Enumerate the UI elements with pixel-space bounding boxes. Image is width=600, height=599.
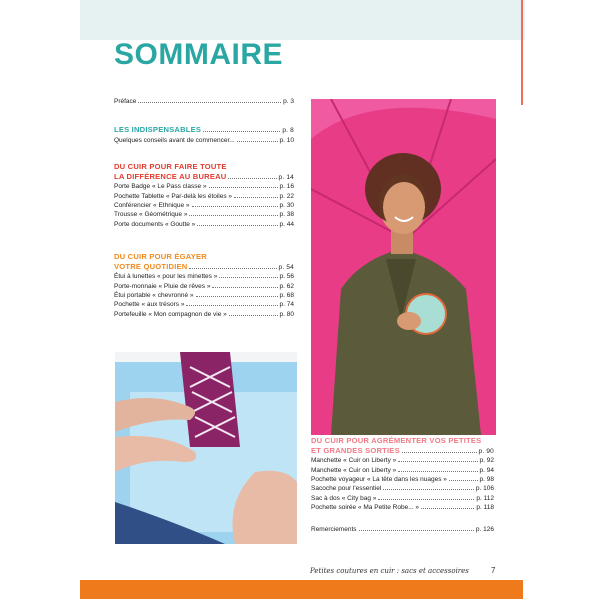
toc-entry[interactable]: Porte-monnaie « Pluie de rêves » p. 62 xyxy=(114,282,294,290)
toc-entry[interactable]: Trousse « Géométrique » p. 38 xyxy=(114,211,294,219)
top-band xyxy=(80,0,525,40)
toc-entry[interactable]: Porte documents « Goutte » p. 44 xyxy=(114,220,294,228)
toc-entry[interactable]: Étui portable « chevronné » p. 68 xyxy=(114,292,294,299)
section-heading[interactable]: LES INDISPENSABLES p. 8 xyxy=(114,125,294,134)
page-edge-accent xyxy=(521,0,523,105)
section-heading-line1: DU CUIR POUR ÉGAYER xyxy=(114,252,207,261)
footer-book-title: Petites coutures en cuir : sacs et accessoires xyxy=(310,567,469,575)
page-title: SOMMAIRE xyxy=(114,38,283,71)
toc-entry[interactable]: Quelques conseils avant de commencer... p. 10 xyxy=(114,136,294,144)
toc-entry[interactable]: Pochette soirée « Ma Petite Robe... » p. 118 xyxy=(311,504,494,512)
toc-entry[interactable]: Pochette Tablette « Par-delà les étoiles » p. 22 xyxy=(114,192,294,200)
photo-hands-leather xyxy=(115,352,297,544)
section-heading[interactable]: ET GRANDES SORTIES p. 90 xyxy=(311,445,494,455)
umbrella-photo-illustration xyxy=(311,99,496,435)
toc-section-quotidien xyxy=(114,252,294,319)
page-number: 7 xyxy=(491,566,496,575)
toc-entry[interactable]: Porte Badge « Le Pass classe » p. 16 xyxy=(114,183,294,191)
section-heading-line1: DU CUIR POUR AGRÉMENTER VOS PETITES xyxy=(311,436,482,445)
toc-section-sorties xyxy=(311,436,494,534)
toc-section-bureau xyxy=(114,162,294,229)
footer-bar xyxy=(80,580,523,599)
toc-entry[interactable]: Conférencier « Ethnique » p. 30 xyxy=(114,202,294,209)
section-heading-line1: DU CUIR POUR FAIRE TOUTE xyxy=(114,162,227,171)
toc-entry[interactable]: Étui à lunettes « pour les minettes » p. 56 xyxy=(114,273,294,281)
toc-entry[interactable]: Manchette « Cuir on Liberty » p. 94 xyxy=(311,466,494,474)
toc-entry[interactable]: Sacoche pour l'essentiel p. 106 xyxy=(311,485,494,493)
toc-entry[interactable]: Pochette « aux trésors » p. 74 xyxy=(114,301,294,309)
toc-entry[interactable]: Sac à dos « City bag » p. 112 xyxy=(311,494,494,502)
toc-section-indispensables xyxy=(114,125,294,145)
toc-left xyxy=(114,97,294,106)
section-heading[interactable]: LA DIFFÉRENCE AU BUREAU p. 14 xyxy=(114,171,294,181)
toc-entry-preface[interactable]: Préface p. 3 xyxy=(114,98,294,105)
hands-photo-illustration xyxy=(115,352,297,544)
toc-entry-remerciements[interactable]: Remerciements p. 126 xyxy=(311,525,494,533)
section-heading[interactable]: VOTRE QUOTIDIEN p. 54 xyxy=(114,261,294,271)
toc-entry[interactable]: Portefeuille « Mon compagnon de vie » p. 80 xyxy=(114,310,294,318)
toc-entry[interactable]: Manchette « Cuir on Liberty » p. 92 xyxy=(311,457,494,465)
toc-entry[interactable]: Pochette voyageur « La tête dans les nuages » p. 98 xyxy=(311,476,494,483)
photo-woman-umbrella xyxy=(311,99,496,435)
